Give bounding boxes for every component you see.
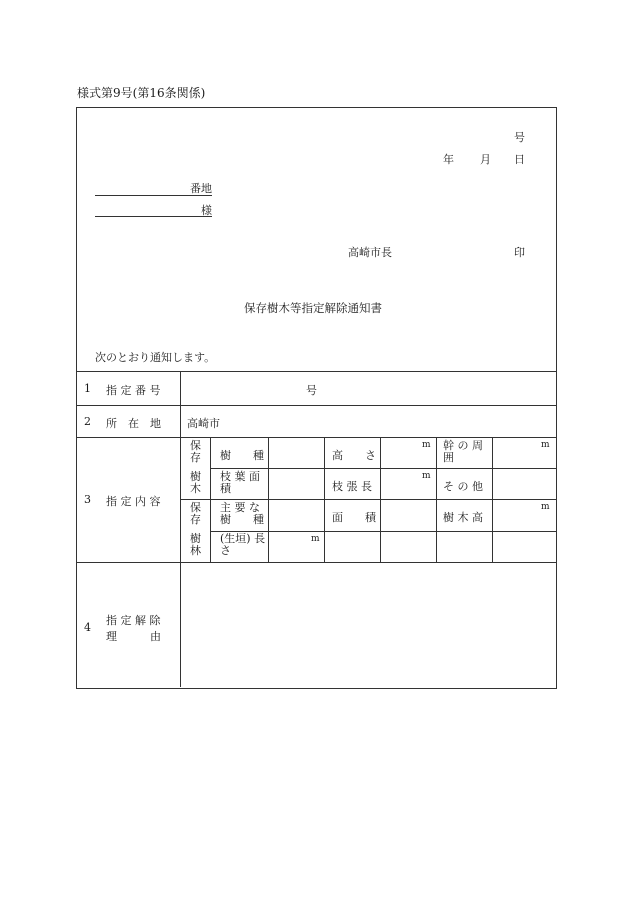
content-grid-line (492, 437, 493, 562)
intro-text: 次のとおり通知します。 (95, 351, 216, 364)
others-label: そ の 他 (443, 480, 483, 493)
content-grid-line (210, 468, 556, 469)
content-grid-line (436, 437, 437, 562)
document-title: 保存樹木等指定解除通知書 (244, 301, 382, 315)
trunk-girth-label: 幹 の 周 囲 (443, 439, 483, 464)
branch-spread-unit: m (422, 471, 431, 481)
row3-number: 3 (84, 493, 91, 506)
row4-label-line1: 指 定 解 除 (106, 614, 161, 627)
row1-value-suffix: 号 (306, 384, 317, 397)
row-divider (76, 562, 556, 563)
row3-label: 指 定 内 容 (106, 495, 161, 508)
forest-group-label-top: 保存 (190, 501, 201, 526)
row2-label: 所 在 地 (106, 417, 161, 430)
row2-value: 高崎市 (187, 417, 220, 430)
address-suffix: 番地 (190, 182, 212, 195)
row-divider (76, 405, 556, 406)
row-divider (76, 371, 556, 372)
hedge-length-unit: m (311, 534, 320, 544)
tree-species-label: 樹 種 (220, 449, 264, 462)
row-divider (76, 437, 556, 438)
content-grid-line (380, 437, 381, 562)
tree-height-label: 樹 木 高 (443, 511, 483, 524)
seal-mark: 印 (514, 246, 525, 259)
main-species-label: 主 要 な 樹 種 (220, 501, 264, 526)
tree-group-label-top: 保存 (190, 439, 201, 464)
branch-spread-label: 枝 張 長 (332, 480, 372, 493)
row4-label-line2: 理 由 (106, 630, 161, 643)
row1-number: 1 (84, 382, 91, 395)
tree-group-label-bottom: 樹木 (190, 470, 201, 495)
row2-number: 2 (84, 415, 91, 428)
name-underline (95, 216, 212, 217)
form-label: 様式第9号(第16条関係) (77, 86, 206, 100)
number-suffix: 号 (514, 131, 525, 144)
height-label: 高 さ (332, 449, 376, 462)
trunk-girth-unit: m (541, 440, 550, 450)
area-label: 面 積 (332, 511, 376, 524)
date-day: 日 (514, 153, 525, 166)
content-grid-line (324, 437, 325, 562)
row4-number: 4 (84, 621, 91, 634)
foliage-area-label: 枝 葉 面 積 (220, 470, 260, 495)
hedge-length-label: (生垣) 長 さ (220, 532, 288, 557)
name-suffix: 様 (201, 204, 212, 217)
date-year: 年 (443, 153, 454, 166)
content-grid-line (180, 499, 556, 500)
height-unit: m (422, 440, 431, 450)
row1-label: 指 定 番 号 (106, 384, 161, 397)
date-month: 月 (480, 153, 491, 166)
content-grid-line (210, 437, 211, 562)
forest-group-label-bottom: 樹林 (190, 532, 201, 557)
sender-title: 高崎市長 (348, 246, 392, 259)
label-column-divider (180, 371, 181, 687)
tree-height-unit: m (541, 502, 550, 512)
